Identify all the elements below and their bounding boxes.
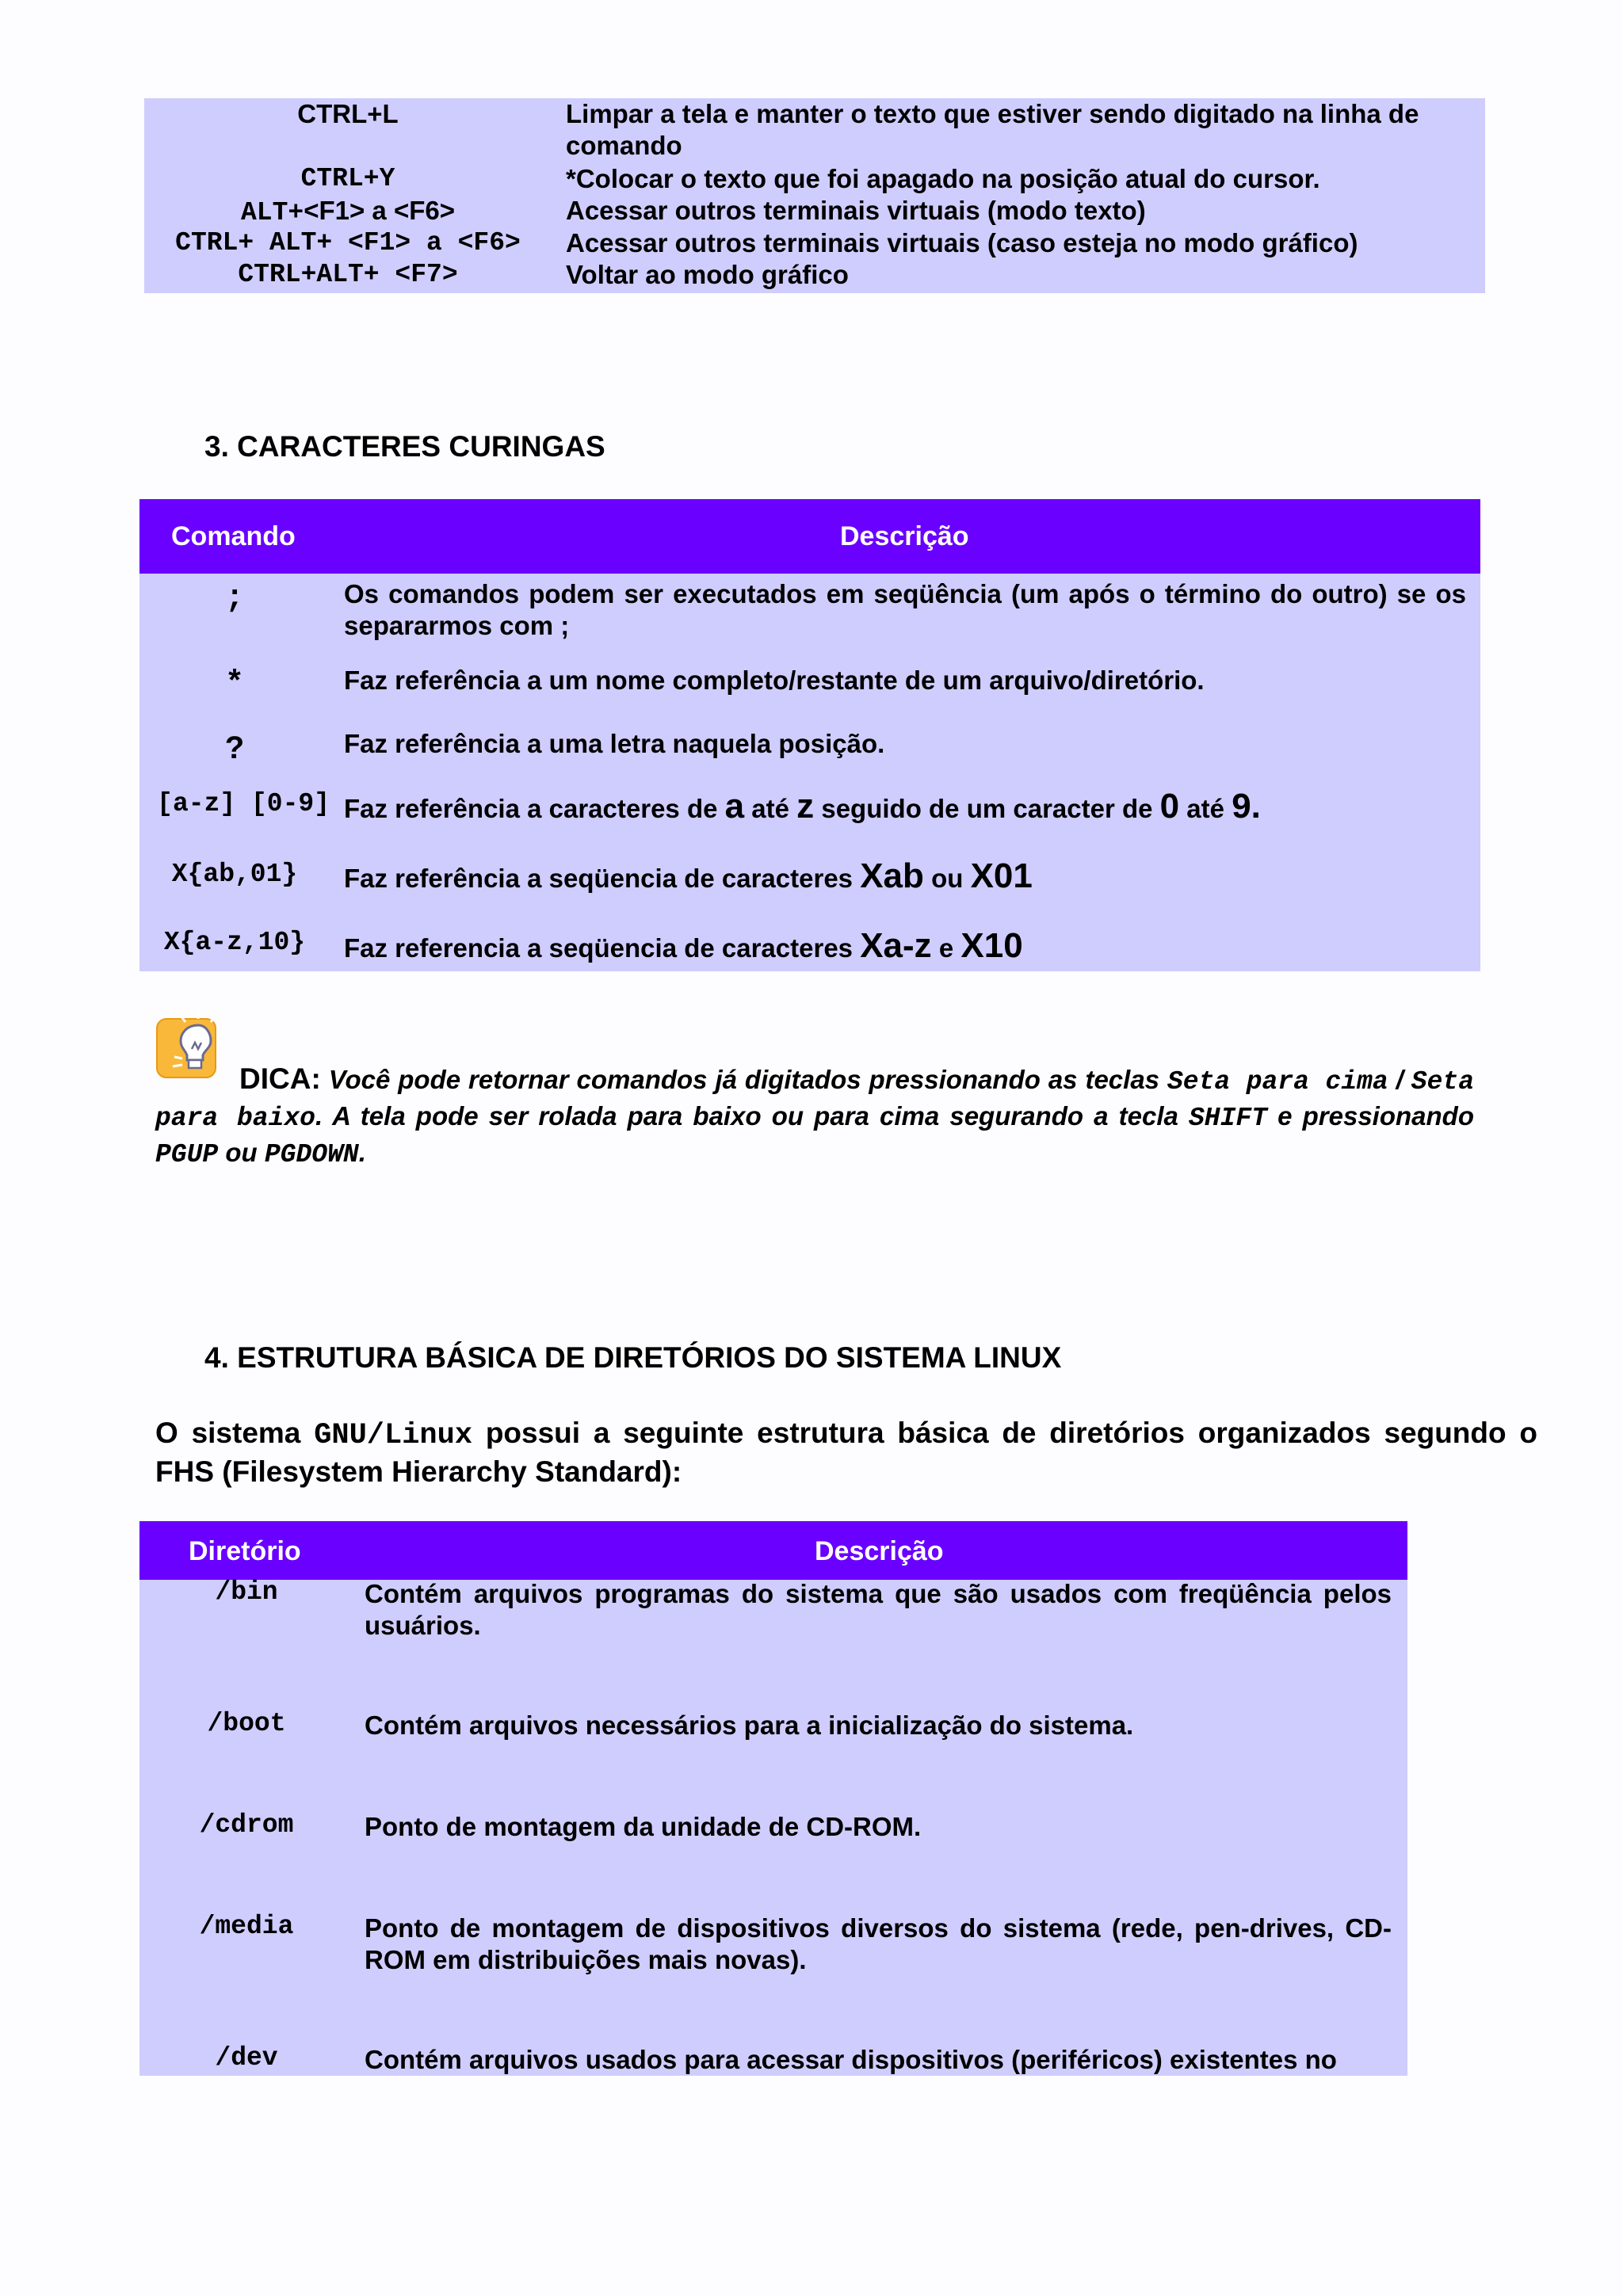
desc-part: Xab [860, 856, 924, 895]
directory-desc: Ponto de montagem de dispositivos diversos do sistema (rede, pen-drives, CD-ROM em distribuições mais novas). [365, 1913, 1392, 1974]
desc-part: e [931, 933, 961, 963]
key-name: PGUP [155, 1140, 219, 1169]
desc-part: 0 [1159, 787, 1180, 826]
wildcard-key: X{ab,01} [171, 860, 298, 889]
wildcard-desc: Os comandos podem ser executados em seqüência (um após o término do outro) se os separarmos com ; [344, 579, 1466, 640]
tip-part: . [358, 1138, 366, 1167]
header-directory: Diretório [189, 1536, 301, 1566]
shortcuts-table [144, 98, 1485, 293]
tip-label: DICA: [239, 1062, 321, 1095]
desc-part: seguido de um caracter de [814, 794, 1160, 823]
directory-name: /bin [215, 1577, 278, 1607]
wildcard-key: X{a-z,10} [163, 928, 306, 957]
header-command: Comando [171, 521, 296, 551]
directories-table [139, 1521, 1407, 2076]
wildcard-desc [344, 787, 1466, 826]
key-name: Seta para cima [1167, 1067, 1388, 1097]
tip-paragraph [155, 1062, 1474, 1172]
key-name: Seta para baixo [155, 1067, 1475, 1133]
shortcut-desc: Voltar ao modo gráfico [566, 260, 849, 289]
directory-desc: Contém arquivos necessários para a inicialização do sistema. [365, 1711, 1134, 1740]
desc-part: 9 [1232, 787, 1251, 826]
key-name: PGDOWN [264, 1140, 359, 1169]
table-header [139, 499, 1480, 574]
directory-desc: Contém arquivos programas do sistema que são usados com freqüência pelos usuários. [365, 1579, 1392, 1640]
directory-name: /media [199, 1912, 294, 1941]
tip-part: / [1388, 1065, 1411, 1094]
shortcut-key: CTRL+Y [300, 164, 395, 193]
wildcards-table [139, 499, 1480, 971]
directory-name: /cdrom [199, 1810, 294, 1840]
desc-part: Faz referência a seqüencia de caracteres [344, 864, 861, 893]
desc-part: Xa-z [860, 926, 932, 965]
shortcut-desc: Limpar a tela e manter o texto que estiver sendo digitado na linha de comando [566, 99, 1419, 160]
wildcard-key: * [224, 666, 244, 702]
shortcut-key: CTRL+ ALT+ <F1> a <F6> [175, 228, 521, 257]
desc-part: . [1251, 787, 1261, 826]
shortcut-desc: Acessar outros terminais virtuais (modo texto) [566, 196, 1146, 225]
wildcard-desc: Faz referência a um nome completo/restante de um arquivo/diretório. [344, 666, 1205, 695]
intro-part: GNU/Linux [314, 1419, 473, 1452]
directory-desc: Contém arquivos usados para acessar dispositivos (periféricos) existentes no [365, 2045, 1337, 2074]
wildcard-key: ; [224, 581, 244, 616]
desc-part: z [796, 787, 815, 826]
table-header [139, 1521, 1407, 1580]
key-part: <F1> a <F6> [304, 196, 456, 225]
desc-part: ou [923, 864, 971, 893]
shortcut-key [144, 195, 552, 229]
desc-part: Faz referência a caracteres de [344, 794, 725, 823]
wildcard-desc [344, 856, 1466, 895]
directory-name: /dev [215, 2043, 278, 2073]
desc-part: a [724, 787, 745, 826]
desc-part: X01 [970, 856, 1033, 895]
shortcut-key: CTRL+ALT+ <F7> [238, 260, 458, 289]
intro-part: O sistema [155, 1417, 315, 1449]
shortcut-desc: Acessar outros terminais virtuais (caso esteja no modo gráfico) [566, 228, 1358, 257]
section-3-title: 3. CARACTERES CURINGAS [204, 430, 605, 463]
section-4-title: 4. ESTRUTURA BÁSICA DE DIRETÓRIOS DO SISTEMA LINUX [204, 1341, 1062, 1374]
wildcard-desc [344, 926, 1466, 965]
desc-part: Faz referencia a seqüencia de caracteres [344, 933, 861, 963]
intro-part: possui a seguinte estrutura básica de diretórios organizados segundo o FHS (Filesystem Hierarchy Standard): [155, 1417, 1537, 1488]
header-description: Descrição [815, 1536, 944, 1566]
shortcut-key: CTRL+L [297, 99, 399, 128]
desc-part: até [1179, 794, 1232, 823]
shortcut-desc: *Colocar o texto que foi apagado na posição atual do cursor. [566, 164, 1320, 193]
wildcard-key: [a-z] [0-9] [157, 789, 330, 818]
directory-desc: Ponto de montagem da unidade de CD-ROM. [365, 1812, 922, 1841]
tip-part: e pressionando [1267, 1101, 1474, 1131]
section-4-intro [155, 1415, 1537, 1490]
key-part: ALT+ [240, 198, 304, 227]
header-description: Descrição [840, 521, 969, 551]
tip-part: ou [218, 1138, 265, 1167]
wildcard-desc: Faz referência a uma letra naquela posição. [344, 729, 885, 758]
desc-part: X10 [960, 926, 1023, 965]
directory-name: /boot [207, 1709, 286, 1738]
tip-part: . A tela pode ser rolada para baixo ou para cima segurando a tecla [315, 1101, 1189, 1131]
desc-part: até [744, 794, 797, 823]
wildcard-key: ? [224, 730, 245, 765]
tip-part: Você pode retornar comandos já digitados pressionando as teclas [320, 1065, 1167, 1094]
key-name: SHIFT [1188, 1104, 1268, 1133]
